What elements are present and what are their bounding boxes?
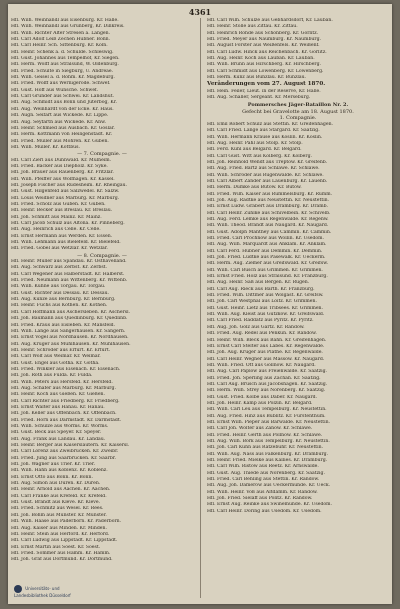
list-item: Hfl. Wilh. Carl Leu aus Tempelburg. Kr. Neustettin.: [207, 407, 327, 413]
list-item: Hfl. Aug. Heinrich aus Celle. Kr. Celle.: [11, 227, 101, 233]
list-item: Hfl. Wilh. Theod. Brandt aus Naugard. Kr. Naugard.: [207, 223, 329, 229]
list-item: Hfl. Fried. Kraus aus Eisleben. Kr. Mansfeld.: [11, 322, 116, 328]
list-item: Hfl. Aug. Schaller, Sergeant. Kr. Merseburg.: [207, 95, 311, 101]
list-item: Hfl. Herm. Wolff aus Stralsund, W. Oldenburg.: [11, 62, 119, 68]
list-item: Hfl. Fried. Müller aus Mohren. Kr. Guben.: [11, 138, 109, 144]
list-item: Hfl. Herm. Dumke aus Bütow. Kr. Bütow.: [207, 185, 302, 191]
list-item: Hfl. Carl Franke aus Krefeld. Kr. Krefeld.: [11, 493, 107, 499]
library-logo-icon: [14, 585, 22, 593]
list-item: Hfl. Louis Weidner aus Marburg. Kr. Marburg.: [11, 195, 120, 201]
list-item: Hfl. Wilh. Aug. Nass aus Falkenburg. Kr. Dramburg.: [207, 451, 329, 457]
list-item: Hfl. Joh. Schmitt aus Mainz. Kr. Mainz.: [11, 214, 102, 220]
list-item: Hfl. Aug. Schäfer aus Marburg. Kr. Marburg.: [11, 385, 116, 391]
list-item: Hfl. Aug. Fried. Bartz aus Schlawe. Kr. Schlawe.: [207, 166, 320, 172]
list-item: Hfl. Carl Fried. Raddatz aus Pyritz. Kr. Pyritz.: [207, 318, 314, 324]
list-item: Hfl. Aug. Simon aus Düren. Kr. Düren.: [11, 481, 101, 487]
list-item: Hfl. Joh. Heinr. Kamp aus Polzin. Kr. Belgard.: [207, 400, 313, 406]
list-item: Hfl. Aug. Kaiser aus Minden. Kr. Minden.: [11, 525, 107, 531]
list-item: Hfl. Fried. Carl Behling aus Stettin. Kr. Randow.: [207, 477, 320, 483]
list-item: Hfl. Carl Ludw. Hinck aus Reichenbach. Kr. Görlitz.: [207, 49, 327, 55]
list-item: Hfl. Aug. Heinr. Saß aus Bergen. Kr. Rügen.: [207, 280, 310, 286]
list-item: Hfl. Fried. Meyer aus Naumburg. Kr. Naumburg.: [207, 37, 321, 43]
list-item: Hfl. Joh. Aug. Radtke aus Neustettin. Kr. Neustettin.: [207, 197, 330, 203]
list-item: Hfl. Ernst Aug. Reinke aus Swinemünde. Kr. Usedom.: [207, 502, 332, 508]
list-item: Hfl. Carl Wilh. Schulze aus Gebhardsdorf, Kr. Lauban.: [207, 18, 333, 23]
list-item: Hfl. Fried. Göbel aus Wetzlar. Kr. Wetzlar.: [11, 246, 108, 252]
list-item: Hfl. Ernst Ludw. Gräbert aus Dramburg. Kr. Dramb.: [207, 204, 329, 210]
list-item: Hfl. Ernst Wilh. Pieper aus Bärwalde. Kr. Neustettin.: [207, 419, 331, 425]
list-item: Hfl. Joh. Aug. Krüger aus Plathe. Kr. Regenwalde.: [207, 350, 323, 356]
list-item: Hfl. Joh. Reinhold Wendt aus Treptow. Kr. Greifenb.: [207, 159, 328, 165]
list-item: Hfl. Joh. Graf aus Dortmund. Kr. Dortmund.: [11, 557, 113, 563]
list-item: Hfl. Fried. Joh. Sperling aus Zachan. Kr. Saatzig.: [207, 375, 321, 381]
list-item: Hfl. Wilh. Brunn aus Hirschberg. Kr. Hirschberg.: [207, 62, 322, 68]
list-item: Hfl. Heinr. Wilh. Bleck aus Bahn. Kr. Greifenhagen.: [207, 337, 327, 343]
list-item: Hfl. Wilh. Pfeiffer aus Wolfhagen. Kr. Kassel.: [11, 176, 115, 182]
list-item: Hfl. Fried. Heinr. Gerth aus Pollnow. Kr. Schlawe.: [207, 432, 323, 438]
update-heading: Veränderungen vom 27. August 1870.: [207, 81, 326, 88]
list-item: Hfl. Gust. Brandt aus Kleve. Kr. Kleve.: [11, 500, 101, 506]
list-item: Hfl. Carl Heinr. Döring aus Usedom. Kr. Usedom.: [207, 508, 322, 514]
list-item: Hfl. Heinr. Müller aus Spandau. Kr. Osthavelland.: [11, 259, 127, 265]
list-item: Hfl. Aug. Joh. Damerow aus Ueckermünde. Kr. Ueck.: [207, 483, 331, 489]
list-item: Hfl. Wilh. Heinr. Voß aus Altdamm. Kr. Randow.: [207, 489, 318, 495]
list-item: Hfl. Fried. Aug. Redel aus Penkun. Kr. Randow.: [207, 331, 317, 337]
list-item: Hfl. Wilh. Lehmann aus Bielefeld. Kr. Bielefeld.: [11, 240, 121, 246]
list-item: Hfl. Gust. Hilgenfeld aus Salzwedel. Kr. Salzw.: [11, 189, 120, 195]
right-column-entries: [207, 122, 389, 515]
list-item: Hfl. Fried. Jung aus Saarbrücken. Kr. Saarbr.: [11, 455, 116, 461]
list-item: Hfl. Aug. Krüger aus Mühlhausen. Kr. Mühlhausen.: [11, 341, 131, 347]
list-item: Hfl. Fried. Wolff aus Wernigerode. Schwef.: [11, 81, 111, 87]
right-column: [207, 18, 389, 600]
list-item: Hfl. Aug. Joh. Golz aus Gartz. Kr. Randow.: [207, 324, 305, 330]
list-item: Hfl. Wilh. Haase aus Paderborn. Kr. Paderborn.: [11, 519, 122, 525]
list-item: Hfl. Gust. Engel aus Gotha. Kr. Gotha.: [11, 360, 100, 366]
list-item: Hfl. Carl Heinr. Wegner aus Massow. Kr. Naugard.: [207, 356, 325, 362]
left-column: [11, 18, 193, 600]
list-item: Hfl. Carl Aug. Rieck aus Barth. Kr. Franzburg.: [207, 286, 315, 292]
list-item: Hfl. Heinr. Berger aus Kaiserslautern. Kr. Kaisersl.: [11, 443, 130, 449]
list-item: Hfl. Carl Ludwig aus Lippstadt. Kr. Lippstadt.: [11, 538, 118, 544]
list-item: Hfl. Gust. Aug. Thiede aus Nörenberg. Kr. Saatzig.: [207, 470, 325, 476]
list-item: Hfl. Joh. Böhm aus Münster. Kr. Münster.: [11, 512, 107, 518]
list-item: Hfl. Joh. Wagner aus Trier. Kr. Trier.: [11, 462, 96, 468]
list-item: Hfl. Carl Zierl aus Dünnwald. Kr. Mülheim.: [11, 157, 112, 163]
list-item: Hfl. Aug. Wilh. Bork aus Tempelburg. Kr. Neustettin.: [207, 439, 330, 444]
footer-line-1: Universitäts- und: [25, 586, 60, 591]
list-item: Hfl. Carl Lorenz aus Zweibrücken. Kr. Zweibr.: [11, 449, 119, 455]
list-item: Hfl. Wilh. Aug. Kleist aus Gützkow. Kr. Greifswald.: [207, 312, 325, 318]
list-item: Hfl. Carl Schmidt aus Löwenberg. Kr. Löwenberg.: [207, 68, 324, 74]
list-item: Hfl. Heinr. Schmied aus Ausbach. Kr. Goslar.: [11, 125, 115, 131]
list-item: Hfl. Heinr. Arnold aus Aachen. Kr. Aachen.: [11, 487, 111, 493]
list-item: Hfl. Carl Gust. Witt aus Kolberg. Kr. Kolberg.: [207, 153, 313, 159]
list-item: Hfl. Ernst Vogel aus Nordhausen. Kr. Nordhausen.: [11, 335, 129, 341]
list-item: Hfl. Wilh. Kühne aus Torgau. Kr. Torgau.: [11, 284, 106, 290]
list-item: Hfl. Herm. Kottmann von Heiligenstadt. Kr.: [11, 132, 113, 138]
list-item: Hfl. Carl Jacob Schulz aus Altona. Kr. Pinneberg.: [11, 221, 125, 226]
list-item: Hfl. August Förster aus Weißenfels. Kr. Weißenf.: [207, 43, 320, 49]
list-item: Hfl. Ernst Carl Stelter aus Labes. Kr. Regenwalde.: [207, 343, 325, 349]
list-item: Hfl. Aug. Wilh. Marquardt aus Anklam. Kr. Anklam.: [207, 242, 327, 248]
list-item: Hfl. Carl Heinr. Zühlke aus Schivelbein. Kr. Schivelb.: [207, 210, 331, 216]
list-item: Hfl. Joh. Bräuer aus Rauenberg. Kr. Fritzlar.: [11, 170, 114, 176]
list-item: Hfl. Carl Heinr. Sch. Sittenburg. Kr. Köln.: [11, 43, 108, 49]
list-item: Hfl. Heinrich Rohde aus Schönberg. Kr. Görlitz.: [207, 30, 319, 36]
list-item: Hfl. Aug. Kunze aus Bernburg. Kr. Bernburg.: [11, 297, 116, 303]
list-item: Hfl. Ernst Fried. Holz aus Stralsund. Kr. Franzburg.: [207, 274, 328, 280]
list-item: Hfl. Aug. Frank aus Landau. Kr. Landau.: [11, 436, 106, 442]
list-item: Hfl. Joh. Keller aus Offenbach. Kr. Offenbach.: [11, 411, 117, 417]
document-page: [8, 4, 392, 604]
list-item: Hfl. Aug. Schwarz aus Zerbst. Kr. Zerbst.: [11, 265, 107, 271]
list-item: Hfl. Aug. Fried. Hinz aus Bublitz. Kr. Fürstenthum.: [207, 413, 326, 419]
list-item: Hfl. Ernst Hermann aus Werden. Kr. Essen.: [11, 233, 113, 239]
list-item: Hfl. Fried. Wilh. Dittmer aus Wolgast. Kr. Greifsw.: [207, 293, 324, 299]
list-item: Hfl. Wilh. Fried. Ott aus Gollnow. Kr. Naugard.: [207, 362, 316, 368]
list-item: Hfl. Emil Robert Schulz aus Stettin. Kr. Greifenhagen.: [207, 121, 333, 127]
list-item: Hfl. Heinr. Schenk a. d. Schulde. Schleswig.: [11, 49, 114, 55]
list-item: Hfl. Joh. Fried. Sielaff aus Pölitz. Kr. Randow.: [207, 496, 313, 502]
list-item: Hfl. Carl Gründer aus Schwei. Kr. Landshut.: [11, 94, 115, 100]
list-item: Hfl. Wilh. Hahn aus Koblenz. Kr. Koblenz.: [11, 468, 108, 474]
list-item: Hfl. Aug. Weinhardt von der Ecke. Kr. Haus.: [11, 106, 114, 112]
library-watermark: [14, 585, 71, 598]
list-item: Hfl. Fried. Schulte in Siegburg, U. Andreae.: [11, 68, 114, 74]
list-item: Hfl. Aug. Schmidt aus Bonn und Jüterbog, Kr.: [11, 100, 117, 106]
list-item: Hfl. Carl Hoffmann aus Aschersleben. Kr. Aschersl.: [11, 309, 131, 315]
list-item: Hfl. Wilh. Richter Alter Stresen a. Langen.: [11, 30, 111, 36]
footer-line-2: Landesbibliothek Düsseldorf: [14, 593, 71, 598]
list-item: Hfl. Herm. Kunz aus Bunzlau. Kr. Bunzlau.: [207, 75, 307, 81]
list-item: Hfl. Joh. Carl Westphal aus Loitz. Kr. Grimmen.: [207, 299, 317, 305]
list-item: Hfl. Wilh. Müller. Kr. Kottbus.: [11, 144, 80, 150]
list-item: Hfl. Carl Albert Zander aus Lauenburg. Kr. Lauenb.: [207, 178, 328, 184]
right-column-mid-entries: [207, 89, 389, 102]
list-item: Hfl. Heinr. Becker aus Breslau. Kr. Breslau.: [11, 208, 113, 214]
right-column-top-entries: [207, 18, 389, 81]
list-item: Hfl. Fried. Winkler aus Eisenach. Kr. Eisenach.: [11, 366, 121, 372]
list-item: Hfl. Heinr. Fried. Mielke aus Kallies. Kr. Dramburg.: [207, 458, 328, 464]
list-item: Hfl. Carl Fried. Lange aus Stargard. Kr. Saatzig.: [207, 128, 320, 134]
list-item: Hfl. Gust. Heinr. Lietz aus Tribsees. Kr. Grimmen.: [207, 305, 323, 311]
list-item: Hfl. Fried. Horn aus Darmstadt. Kr. Darmstadt.: [11, 417, 122, 423]
list-item: Hfl. Carl Joh. Wolter aus Zanow. Kr. Schlawe.: [207, 426, 313, 432]
list-item: Hfl. Aug. Seyfarth aus Wickede. Kr. Anw.: [11, 119, 106, 125]
list-item: Hfl. Carl Wolf aus Weimar. Kr. Weimar.: [11, 354, 101, 360]
list-item: Hfl. Fried. Schmitz aus Wesel. Kr. Rees.: [11, 506, 104, 512]
list-item: Hfl. Wilh. Peters aus Hersfeld. Kr. Hersfeld.: [11, 379, 113, 385]
list-item: Hfl. Gust. Richter aus Dessau. Kr. Dessau.: [11, 290, 109, 296]
list-item: Hfl. Carl Wegener aus Halberstadt. Kr. Halberst.: [11, 271, 125, 277]
list-item: Hfl. Joseph Fischer aus Rüdesheim. Kr. Rheingau.: [11, 182, 128, 188]
company-heading: — 8. Compagnie. —: [77, 252, 127, 259]
list-item: Hfl. Wilh. Hermann Krause aus Köslin. Kr. Köslin.: [207, 134, 323, 140]
page-number: 4361: [188, 7, 212, 17]
list-item: Hfl. Fried. Carl Prochnow aus Wollin. Kr. Usedom.: [207, 236, 324, 241]
list-item: Hfl. Gust. Johannes aus Tempelhof, Kr. Siegen.: [11, 56, 120, 62]
list-item: Hfl. Carl Aug. Brüsch aus Jacobshagen. Kr. Saatzig.: [207, 381, 328, 387]
list-item: Hfl. Gust. Beck aus Speyer. Kr. Speyer.: [11, 430, 102, 436]
company-heading: — 7. Compagnie. —: [77, 151, 127, 158]
list-item: Hfl. Wilh. Schulze aus Worms. Kr. Worms.: [11, 424, 109, 429]
list-item: Hfl. Herm. Wilh. Strey aus Nörenberg. Kr. Saatzig.: [207, 388, 326, 394]
section-title: Pommersches Jäger-Bataillon Nr. 2.: [247, 101, 349, 108]
list-item: Hfl. Joh. Fried. Lüdtke aus Pasewalk. Kr. Ueckerm.: [207, 255, 326, 261]
column-divider: [200, 18, 201, 598]
list-item: Hfl. Carl Richter aus Friedberg. Kr. Friedberg.: [11, 398, 120, 404]
list-item: Hfl. Wilh. Lange aus Sangerhausen. Kr. Sangerh.: [11, 328, 126, 334]
list-item: Hfl. Heinr. Koch aus Gießen. Kr. Gießen.: [11, 392, 105, 398]
list-item: Hfl. Joh. Carl Kühn aus Ratzebuhr. Kr. Neustettin.: [207, 445, 324, 451]
list-item: Hfl. Wilh. Weinhandl aus Grünberg, Kr. Dillkreis.: [11, 24, 125, 30]
list-item: Hfl. Augn. Seifart aus Wickede. Kr. Lippe.: [11, 113, 109, 119]
list-item: Hfl. Gust. Adolph Manthey aus Cammin. Kr. Cammin.: [207, 229, 332, 235]
list-item: Hfl. Wilh. Carl Busch aus Grimmen. Kr. Grimmen.: [207, 267, 323, 273]
list-item: Hfl. Fried. Sommer aus Hamm. Kr. Hamm.: [11, 550, 111, 556]
list-item: Hfl. Ernst Martin aus Soest. Kr. Soest.: [11, 544, 101, 550]
list-item: Hfl. Wilh. Weinhandl aus Eisenburg. Kr. Halle.: [11, 18, 119, 23]
list-item: Hfl. Carl Wilh. Ristow aus Reetz. Kr. Arnswalde.: [207, 464, 319, 470]
list-item: Hfl. Heinr. Schröder aus Erfurt. Kr. Erfurt.: [11, 347, 111, 353]
list-item: Hfl. Fried. Neumann aus Wittenberg. Kr. Wittenb.: [11, 278, 128, 284]
list-item: Hfl. Fried. Scholz aus Guben. Kr. Guben.: [11, 201, 106, 207]
section-subtitle: Gefecht bei Gravelotte am 18. August 1870.: [242, 109, 354, 116]
list-item: Hfl. Wilh. Geisel a. d. Rohm. Kr. Magdeburg.: [11, 75, 115, 81]
list-item: Hfl. Heinr. Stein aus Herford. Kr. Herford.: [11, 531, 110, 537]
list-item: Hfl. Heinr. Fuchs aus Köthen. Kr. Köthen.: [11, 303, 108, 309]
list-item: Hfl. Heinr. Stolle aus Zittau. Kr. Zittau.: [207, 24, 298, 30]
list-item: Hfl. Ernst Otto aus Bonn. Kr. Bonn.: [11, 474, 93, 480]
list-item: Hfl. Carl Ferd. Hübner aus Demmin. Kr. Demmin.: [207, 248, 323, 254]
company-label: 1. Compagnie.: [279, 115, 317, 122]
list-item: Hfl. Gust. Hoff aus Wünsche. Schwef.: [11, 87, 99, 93]
list-item: Hfl. Wilh. Schröder aus Rügenwalde. Kr. Schlawe.: [207, 172, 324, 178]
list-item: Hfl. Aug. Carl Päplow aus Freienwalde. Kr. Saatzig.: [207, 369, 327, 375]
list-item: Hfl. Carl Adolf Leiß Zechen Hübner. Bonn.: [11, 37, 111, 43]
list-item: Hfl. Herm. Aug. Ziemer aus Greifswald. Kr. Greifsw.: [207, 261, 329, 267]
list-item: Hfl. Gust. Fried. Kolbe aus Daber. Kr. Naugard.: [207, 394, 318, 400]
list-item: Hfl. Ernst Walter aus Hanau. Kr. Hanau.: [11, 404, 105, 410]
list-item: Hfl. Joh. Roth aus Fulda. Kr. Fulda.: [11, 373, 93, 379]
list-item: Hfl. Aug. Heinr. Pahl aus Stolp. Kr. Stolp.: [207, 140, 303, 146]
list-item: Hfl. Aug. Ferd. Lemke aus Regenwalde. Kr. Regenw.: [207, 216, 329, 222]
list-item: Hfl. Ferd. Kühl aus Belgard. Kr. Belgard.: [207, 147, 302, 153]
list-item: Hfl. Aug. Heinr. Koch aus Lauban. Kr. Lauban.: [207, 56, 315, 62]
list-item: Hfl. Hein. Feiler, Lieut. in der Reserve, Kr. Halle.: [207, 88, 321, 94]
list-item: Hfl. Fried. Wilh. Kaiser aus Rummelsburg. Kr. Rumm.: [207, 191, 333, 197]
list-item: Hfl. Joh. Baumann aus Quedlinburg. Kr. Quedlinb.: [11, 316, 128, 322]
list-item: Hfl. Fried. Bäcker aus Diepholz. Kr. Syke.: [11, 163, 108, 169]
